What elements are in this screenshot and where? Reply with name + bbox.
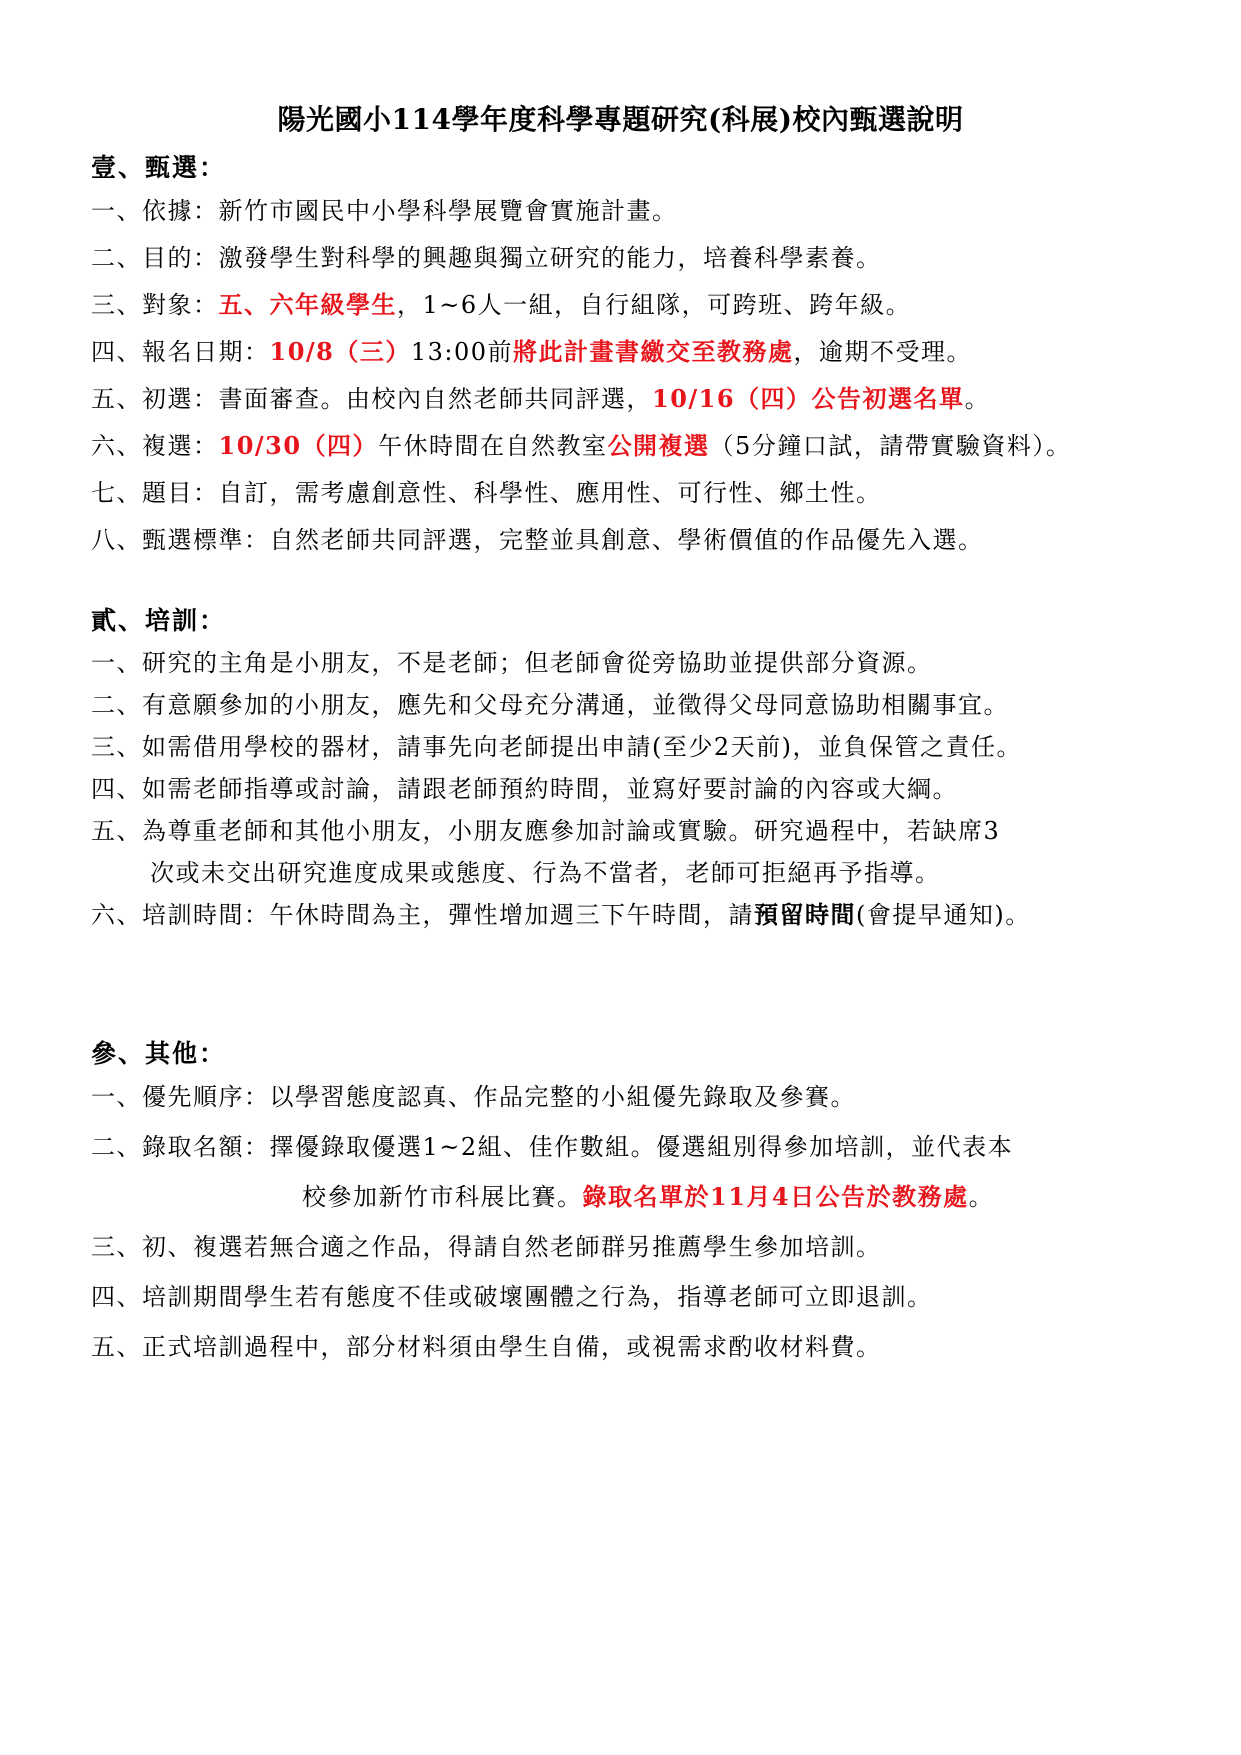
training-item-attendance <box>91 816 1000 846</box>
training-item-role <box>91 648 933 678</box>
text-segment: 五、為尊重老師和其他小朋友，小朋友應參加討論或實驗。研究過程中，若缺席3 <box>91 817 1001 845</box>
text-segment: 二、有意願參加的小朋友，應先和父母充分溝通，並徵得父母同意協助相關事宜。 <box>91 691 1009 719</box>
section-heading-training: 貳、培訓： <box>91 606 227 635</box>
text-segment: (會提早通知)。 <box>856 901 1031 929</box>
text-segment: 三、對象： <box>91 291 219 319</box>
training-item-equipment <box>91 732 1022 762</box>
text-segment: 六、培訓時間：午休時間為主，彈性增加週三下午時間，請 <box>91 901 754 929</box>
selection-item-eligibility <box>91 290 911 320</box>
other-item-recommendation <box>91 1232 882 1262</box>
selection-item-purpose <box>91 243 882 273</box>
text-segment: 二、錄取名額：擇優錄取優選1~2組、佳作數組。優選組別得參加培訓，並代表本 <box>91 1133 1014 1161</box>
text-segment: 四、如需老師指導或討論，請跟老師預約時間，並寫好要討論的內容或大綱。 <box>91 775 958 803</box>
text-segment: 13:00前 <box>410 338 514 366</box>
training-item-attendance-continued <box>150 858 941 888</box>
text-segment: 五、初選：書面審查。由校內自然老師共同評選， <box>91 385 652 413</box>
text-segment: 六、複選： <box>91 432 219 460</box>
text-segment: ，1~6人一組，自行組隊，可跨班、跨年級。 <box>397 291 912 319</box>
text-segment: ，逾期不受理。 <box>793 338 973 366</box>
other-item-quota-continued <box>302 1182 994 1212</box>
emphasis-text: 公開複選 <box>607 431 710 460</box>
text-segment: 四、報名日期： <box>91 338 270 366</box>
selection-item-basis <box>91 196 678 226</box>
section-heading-selection: 壹、甄選： <box>91 153 227 182</box>
text-segment: 。 <box>968 1183 995 1211</box>
text-segment: 午休時間在自然教室 <box>378 432 608 460</box>
text-segment: 一、研究的主角是小朋友，不是老師；但老師會從旁協助並提供部分資源。 <box>91 649 933 677</box>
text-segment: 四、培訓期間學生若有態度不佳或破壞團體之行為，指導老師可立即退訓。 <box>91 1283 933 1311</box>
text-segment: 二、目的：激發學生對科學的興趣與獨立研究的能力，培養科學素養。 <box>91 244 882 272</box>
text-segment: 次或未交出研究進度成果或態度、行為不當者，老師可拒絕再予指導。 <box>150 859 941 887</box>
emphasis-text: 五、六年級學生 <box>218 290 397 319</box>
section-heading-other: 參、其他： <box>91 1039 227 1068</box>
text-segment: 八、甄選標準：自然老師共同評選，完整並具創意、學術價值的作品優先入選。 <box>91 526 984 554</box>
training-item-appointment <box>91 774 958 804</box>
other-item-materials <box>91 1332 882 1362</box>
other-item-priority <box>91 1082 856 1112</box>
selection-item-registration-date <box>91 337 972 367</box>
bold-text: 預留時間 <box>754 900 856 929</box>
selection-item-final-round <box>91 431 1071 461</box>
text-segment: 。 <box>964 385 991 413</box>
emphasis-text: 10/30（四） <box>218 431 379 460</box>
text-segment: 一、優先順序：以學習態度認真、作品完整的小組優先錄取及參賽。 <box>91 1083 856 1111</box>
text-segment: 三、如需借用學校的器材，請事先向老師提出申請(至少2天前)，並負保管之責任。 <box>91 733 1022 761</box>
text-segment: 七、題目：自訂，需考慮創意性、科學性、應用性、可行性、鄉土性。 <box>91 479 882 507</box>
emphasis-text: 10/8（三） <box>269 337 411 366</box>
text-segment: （5分鐘口試，請帶實驗資料）。 <box>709 432 1072 460</box>
selection-item-topic <box>91 478 882 508</box>
selection-item-criteria <box>91 525 984 555</box>
text-segment: 三、初、複選若無合適之作品，得請自然老師群另推薦學生參加培訓。 <box>91 1233 882 1261</box>
text-segment: 校參加新竹市科展比賽。 <box>302 1183 583 1211</box>
emphasis-text: 將此計畫書繳交至教務處 <box>513 337 794 366</box>
emphasis-text: 錄取名單於11月4日公告於教務處 <box>582 1182 969 1211</box>
training-item-schedule <box>91 900 1031 930</box>
emphasis-text: 10/16（四）公告初選名單 <box>652 384 965 413</box>
other-item-dismissal <box>91 1282 933 1312</box>
other-item-quota <box>91 1132 1013 1162</box>
text-segment: 一、依據：新竹市國民中小學科學展覽會實施計畫。 <box>91 197 678 225</box>
selection-item-preliminary <box>91 384 990 414</box>
training-item-parents <box>91 690 1009 720</box>
document-title: 陽光國小114學年度科學專題研究(科展)校內甄選說明 <box>277 103 964 136</box>
text-segment: 五、正式培訓過程中，部分材料須由學生自備，或視需求酌收材料費。 <box>91 1333 882 1361</box>
